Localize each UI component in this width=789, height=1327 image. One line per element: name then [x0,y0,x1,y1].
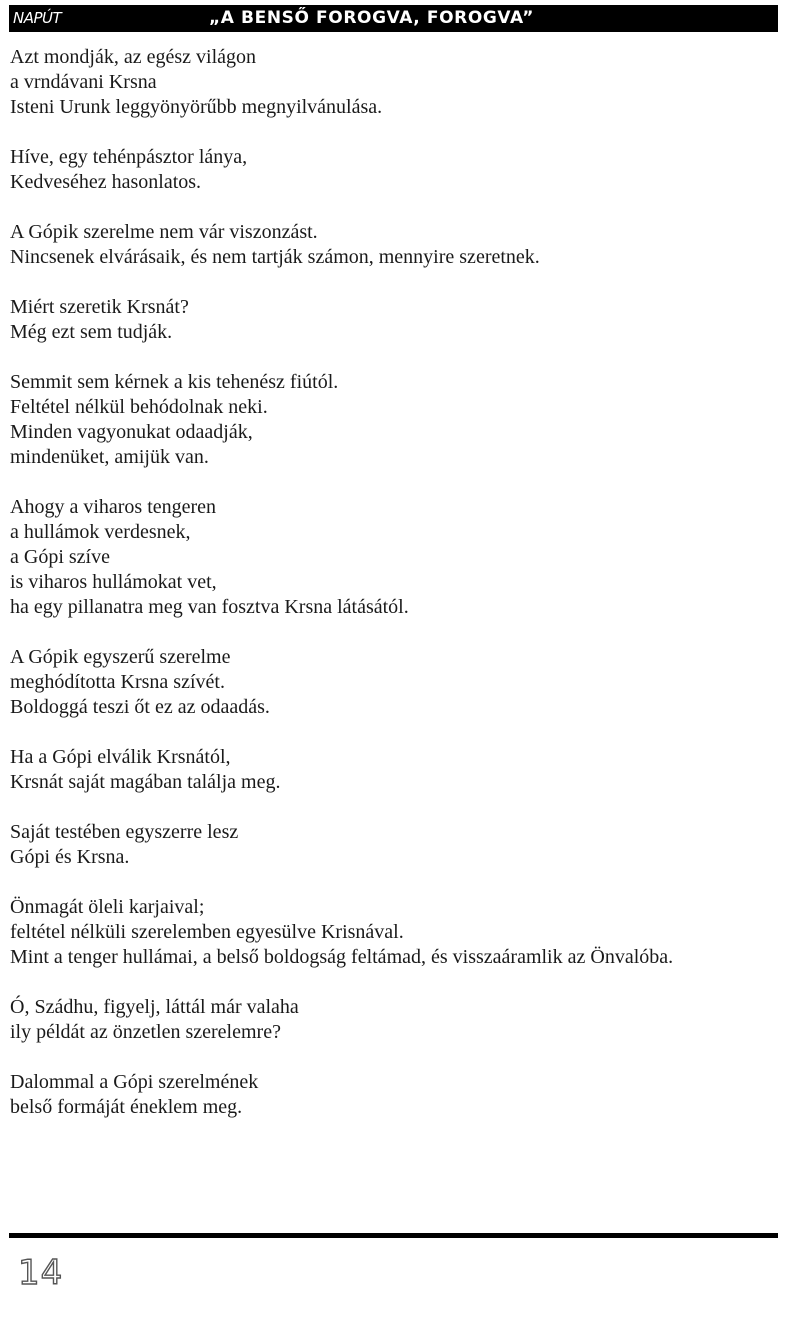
stanza [10,45,785,120]
poem-line: Dalommal a Gópi szerelmének [10,1071,259,1093]
poem-line: Önmagát öleli karjaival; [10,896,205,918]
stanza [10,495,785,620]
poem-line: is viharos hullámokat vet, [10,571,217,593]
poem-line: Ó, Szádhu, figyelj, láttál már valaha [10,996,299,1018]
stanza [10,220,785,270]
stanza [10,820,785,870]
poem-line: Miért szeretik Krsnát? [10,296,189,318]
magazine-logo: NAPÚT [13,9,62,27]
poem-line: belső formáját éneklem meg. [10,1096,243,1118]
poem-line: feltétel nélküli szerelemben egyesülve Krisnával. [10,921,404,943]
stanza [10,370,785,470]
poem-line: a Gópi szíve [10,546,110,568]
footer-divider [9,1233,778,1238]
poem-line: A Gópik szerelme nem vár viszonzást. [10,221,318,243]
poem-line: meghódította Krsna szívét. [10,671,225,693]
poem-line: mindenüket, amijük van. [10,446,209,468]
poem-line: Híve, egy tehénpásztor lánya, [10,146,248,168]
poem-line: a hullámok verdesnek, [10,521,191,543]
poem-line: a vrndávani Krsna [10,71,157,93]
poem-line: Semmit sem kérnek a kis tehenész fiútól. [10,371,339,393]
poem-line: Saját testében egyszerre lesz [10,821,239,843]
stanza [10,995,785,1045]
stanza [10,145,785,195]
poem-line: Minden vagyonukat odaadják, [10,421,253,443]
poem-line: Mint a tenger hullámai, a belső boldogság feltámad, és visszaáramlik az Önvalóba. [10,946,674,968]
poem-body [10,45,785,1145]
page-number: 14 [18,1253,64,1293]
poem-line: Kedveséhez hasonlatos. [10,171,202,193]
poem-line: Isteni Urunk leggyönyörűbb megnyilvánulása. [10,96,383,118]
poem-line: Ahogy a viharos tengeren [10,496,217,518]
poem-line: Boldoggá teszi őt ez az odaadás. [10,696,270,718]
poem-line: Nincsenek elvárásaik, és nem tartják számon, mennyire szeretnek. [10,246,540,268]
stanza [10,895,785,970]
poem-line: Krsnát saját magában találja meg. [10,771,281,793]
poem-line: Gópi és Krsna. [10,846,130,868]
poem-line: Még ezt sem tudják. [10,321,173,343]
stanza [10,645,785,720]
stanza [10,1070,785,1120]
poem-line: ily példát az önzetlen szerelemre? [10,1021,281,1043]
poem-line: Feltétel nélkül behódolnak neki. [10,396,268,418]
page-title: „A BENSŐ FOROGVA, FOROGVA” [209,8,535,28]
poem-line: Azt mondják, az egész világon [10,46,257,68]
poem-line: Ha a Gópi elválik Krsnától, [10,746,231,768]
stanza [10,745,785,795]
poem-line: A Gópik egyszerű szerelme [10,646,231,668]
header-bar [9,5,778,32]
stanza [10,295,785,345]
poem-line: ha egy pillanatra meg van fosztva Krsna látásától. [10,596,409,618]
